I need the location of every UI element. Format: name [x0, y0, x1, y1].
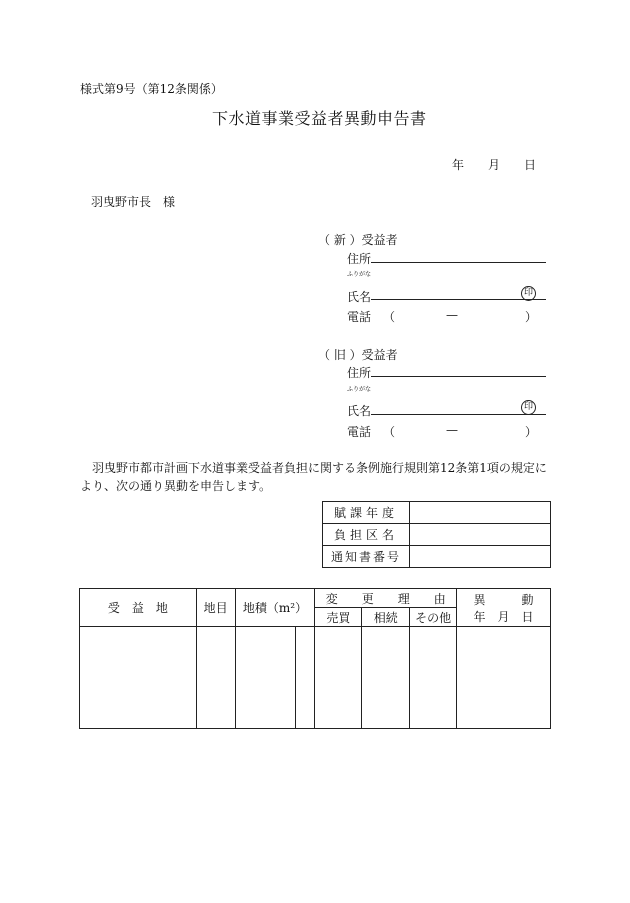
- burden-district-field[interactable]: [410, 524, 551, 546]
- new-phone-open: （: [383, 310, 396, 324]
- date-month-label: 月: [488, 158, 501, 172]
- reason-inheritance-header: 相続: [362, 608, 410, 627]
- new-phone-label: 電話: [347, 310, 372, 324]
- area-header: 地積（m²）: [235, 589, 315, 627]
- old-beneficiary-heading: （ 旧 ）受益者: [318, 348, 398, 362]
- reason-other-header: その他: [410, 608, 457, 627]
- transfer-date-label: 年 月 日: [473, 609, 534, 624]
- old-phone-close: ）: [525, 425, 538, 439]
- land-details-table: [79, 588, 551, 729]
- transfer-header: [457, 589, 551, 627]
- assessment-year-field[interactable]: [410, 502, 551, 524]
- old-phone-label: 電話: [347, 425, 372, 439]
- notice-number-label: 通知書番号: [323, 546, 410, 568]
- notice-number-field[interactable]: [410, 546, 551, 568]
- change-reason-header: 変 更 理 由: [315, 589, 457, 608]
- new-seal-mark: 印: [521, 286, 536, 301]
- old-name-field[interactable]: [371, 414, 546, 415]
- area-decimal-cell[interactable]: [296, 627, 315, 729]
- declaration-text: 羽曳野市都市計画下水道事業受益者負担に関する条例施行規則第12条第1項の規定により、次の通り異動を申告します。: [80, 461, 547, 493]
- table-row: [80, 627, 551, 729]
- new-address-field[interactable]: [371, 262, 546, 263]
- old-seal-mark: 印: [521, 400, 536, 415]
- land-category-header: 地目: [196, 589, 235, 627]
- date-line: [452, 156, 536, 173]
- beneficiary-land-header: 受 益 地: [80, 589, 197, 627]
- burden-district-label: 負担区名: [323, 524, 410, 546]
- area-cell[interactable]: [235, 627, 296, 729]
- new-phone-close: ）: [525, 310, 538, 324]
- form-number: 様式第9号（第12条関係）: [80, 82, 223, 96]
- date-day-label: 日: [524, 158, 537, 172]
- old-phone-open: （: [383, 425, 396, 439]
- table-row: [323, 546, 551, 568]
- new-name-field[interactable]: [371, 299, 546, 300]
- table-row: [80, 589, 551, 608]
- beneficiary-land-cell[interactable]: [80, 627, 197, 729]
- reason-other-cell[interactable]: [410, 627, 457, 729]
- transfer-date-cell[interactable]: [457, 627, 551, 729]
- new-phone-dash: —: [446, 308, 458, 322]
- new-address-label: 住所: [347, 252, 372, 266]
- document-title: 下水道事業受益者異動申告書: [212, 109, 427, 128]
- addressee: 羽曳野市長 様: [91, 195, 176, 209]
- old-furigana-label: ふりがな: [347, 386, 372, 393]
- old-address-field[interactable]: [371, 376, 546, 377]
- date-year-label: 年: [452, 158, 465, 172]
- old-phone-dash: —: [446, 423, 458, 437]
- land-category-cell[interactable]: [196, 627, 235, 729]
- reason-inheritance-cell[interactable]: [362, 627, 410, 729]
- old-address-label: 住所: [347, 366, 372, 380]
- old-name-label: 氏名: [347, 404, 372, 418]
- assessment-year-label: 賦課年度: [323, 502, 410, 524]
- table-row: [323, 502, 551, 524]
- assessment-info-table: [322, 501, 551, 568]
- reason-sale-header: 売買: [315, 608, 362, 627]
- new-name-label: 氏名: [347, 290, 372, 304]
- reason-sale-cell[interactable]: [315, 627, 362, 729]
- new-beneficiary-heading: （ 新 ）受益者: [318, 233, 398, 247]
- new-furigana-label: ふりがな: [347, 271, 372, 278]
- table-row: [323, 524, 551, 546]
- transfer-label: 異 動: [473, 592, 534, 607]
